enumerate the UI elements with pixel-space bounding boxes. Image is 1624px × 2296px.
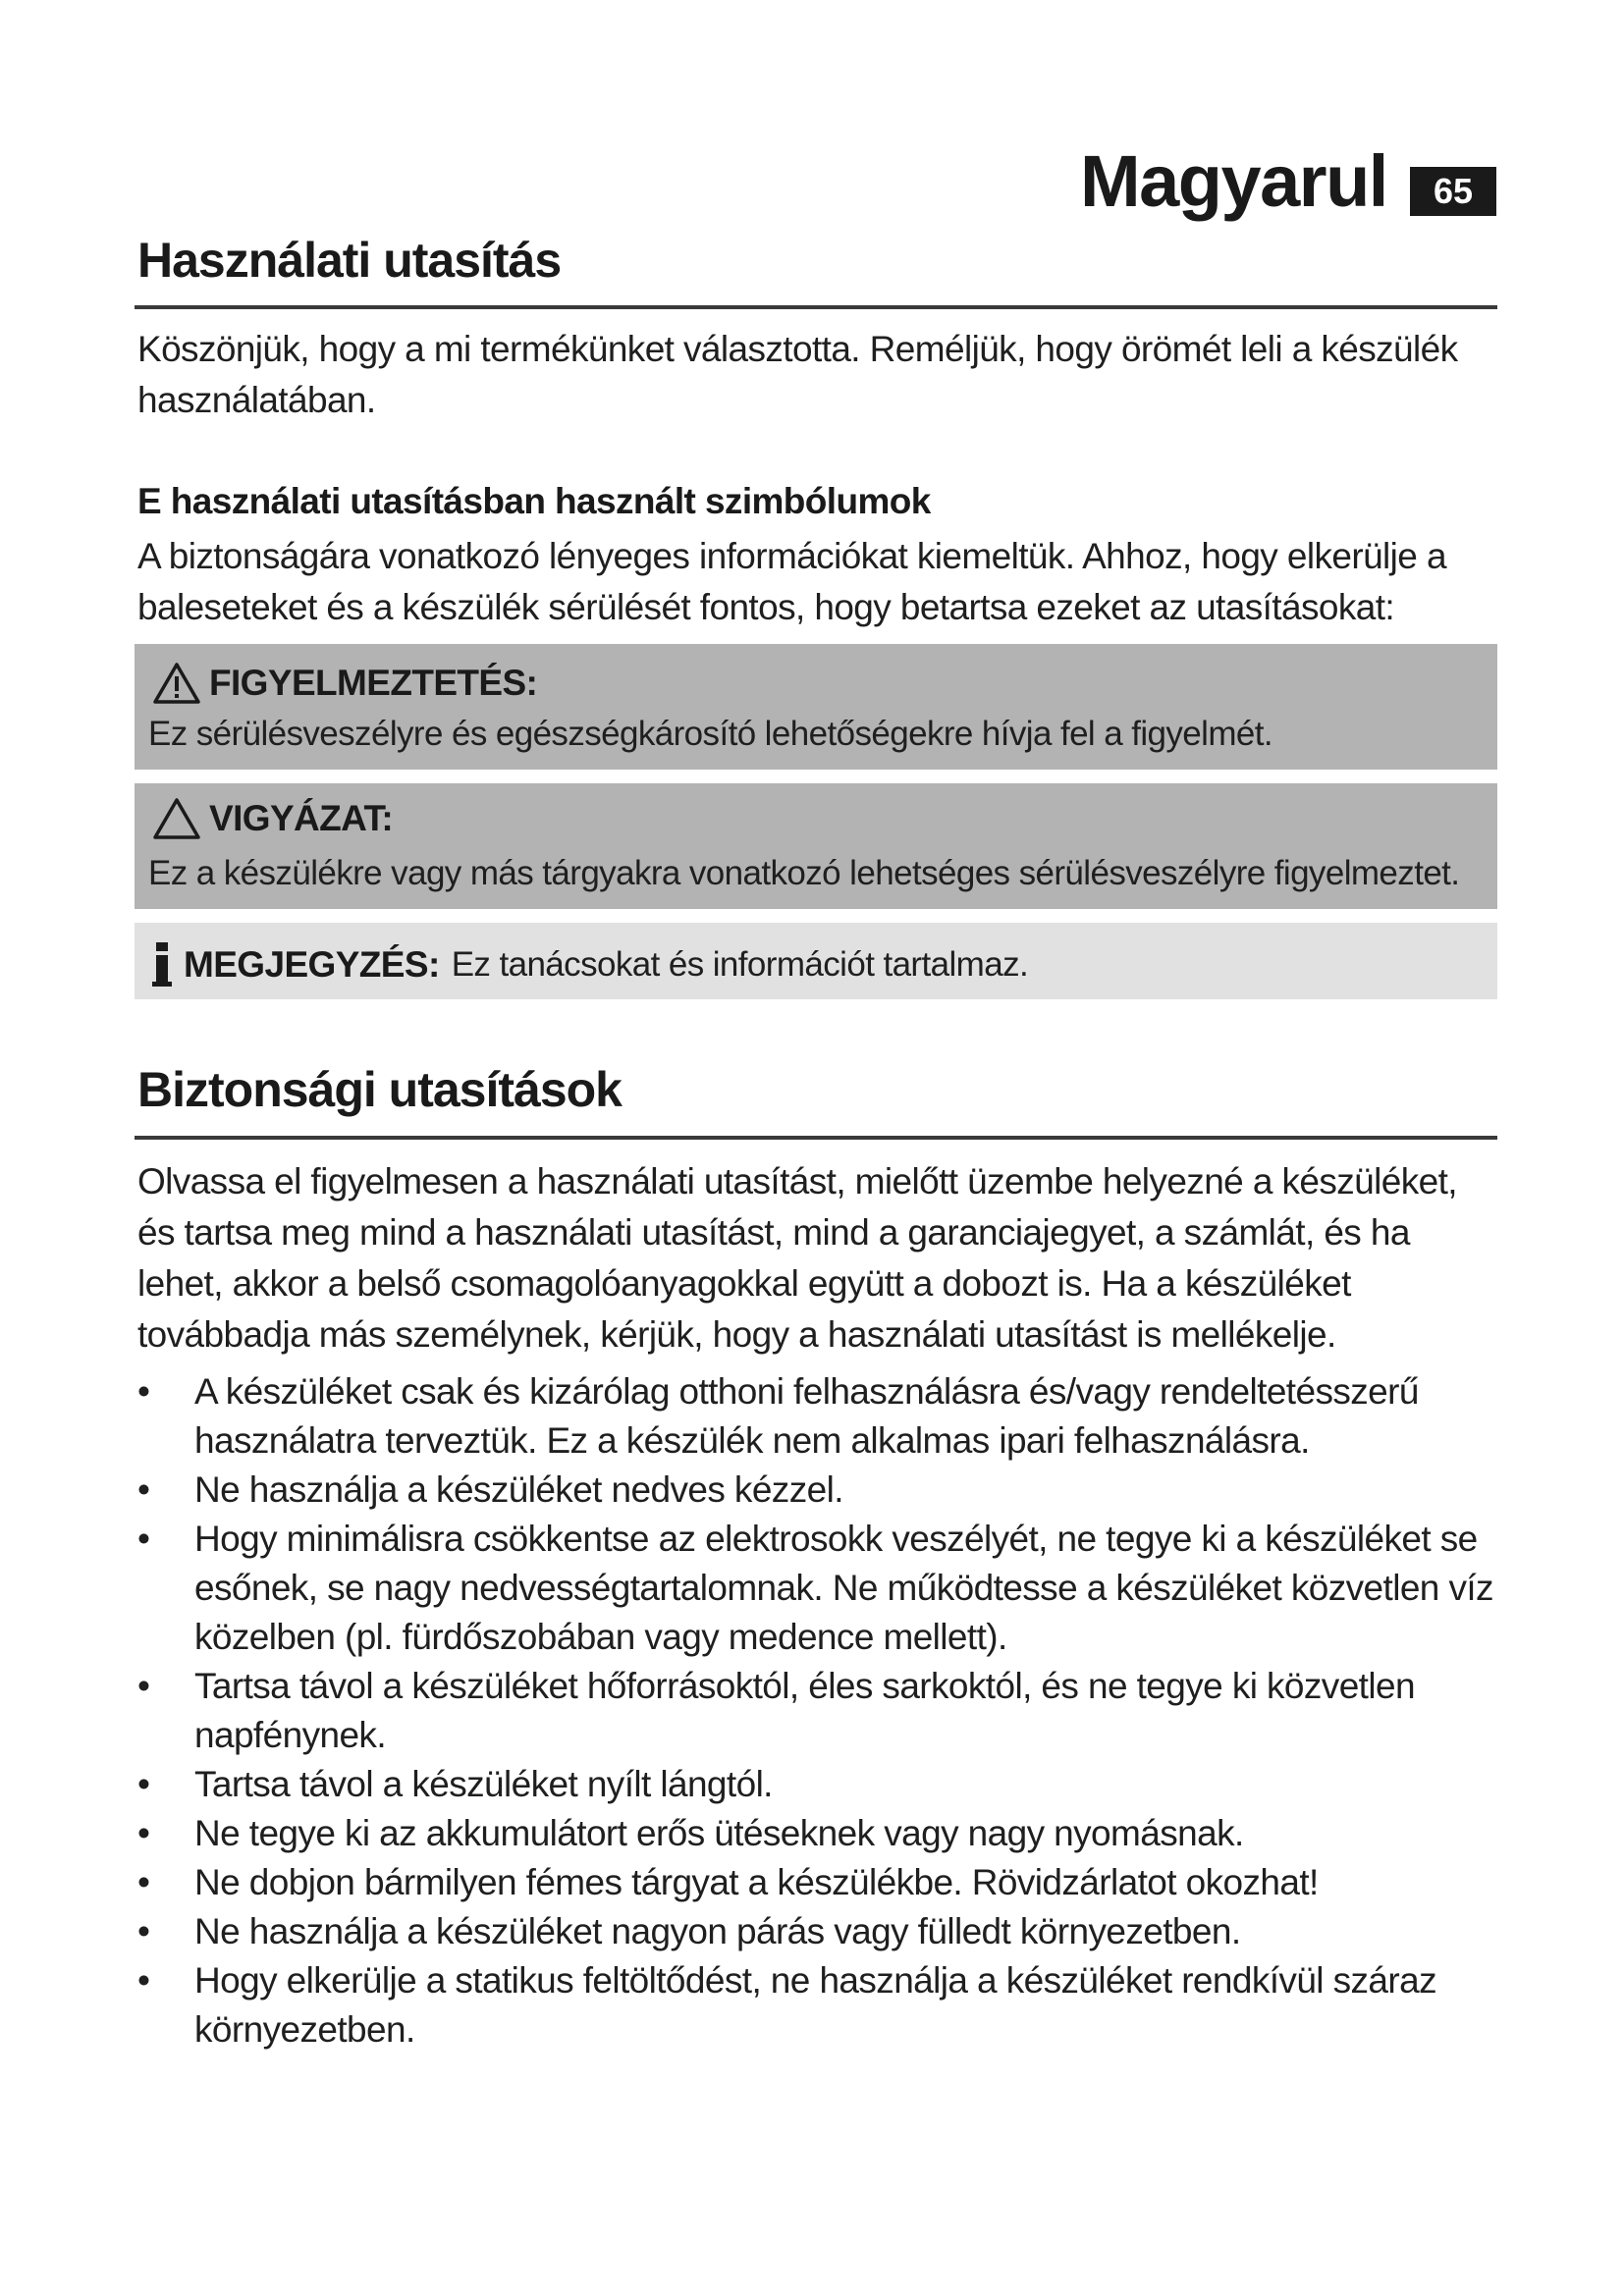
list-item: [137, 1515, 1497, 1662]
caution-header: [152, 797, 393, 840]
list-item-text: Tartsa távol a készüléket hőforrásoktól, éles sarkoktól, és ne tegye ki közvetlen napfénynek.: [194, 1666, 1415, 1755]
list-item: [137, 1858, 1497, 1907]
bullet-icon: •: [137, 1911, 150, 1951]
list-item: [137, 1367, 1497, 1466]
list-item-text: Hogy elkerülje a statikus feltöltődést, ne használja a készüléket rendkívül száraz környezetben.: [194, 1960, 1436, 2050]
bullet-icon: •: [137, 1371, 150, 1412]
caution-triangle-icon: [152, 797, 201, 840]
caution-text: Ez a készülékre vagy más tárgyakra vonatkozó lehetséges sérülésveszélyre figyelmeztet.: [148, 854, 1460, 892]
list-item-text: A készüléket csak és kizárólag otthoni felhasználásra és/vagy rendeltetésszerű használatra terveztük. Ez a készülék nem alkalmas ipari felhasználásra.: [194, 1371, 1419, 1461]
bullet-icon: •: [137, 1960, 150, 2001]
list-item-text: Tartsa távol a készüléket nyílt lángtól.: [194, 1764, 773, 1804]
section-title-usage: Használati utasítás: [137, 233, 562, 288]
note-label: MEGJEGYZÉS:: [184, 944, 440, 985]
warning-header: [152, 662, 537, 705]
bullet-icon: •: [137, 1666, 150, 1706]
note-box: [135, 923, 1497, 999]
warning-box: [135, 644, 1497, 770]
note-line: [148, 942, 1028, 988]
list-item-text: Ne tegye ki az akkumulátort erős ütéseknek vagy nagy nyomásnak.: [194, 1813, 1244, 1853]
list-item: [137, 1956, 1497, 2055]
list-item: [137, 1760, 1497, 1809]
note-text: Ez tanácsokat és információt tartalmaz.: [451, 945, 1029, 984]
bullet-icon: •: [137, 1813, 150, 1853]
intro-paragraph: Köszönjük, hogy a mi termékünket választotta. Reméljük, hogy örömét leli a készülék használatában.: [137, 329, 1458, 420]
warning-text: Ez sérülésveszélyre és egészségkárosító lehetőségekre hívja fel a figyelmét.: [148, 715, 1272, 753]
list-item: [137, 1466, 1497, 1515]
bullet-icon: •: [137, 1469, 150, 1510]
section-divider: [135, 305, 1497, 309]
list-item-text: Hogy minimálisra csökkentse az elektrosokk veszélyét, ne tegye ki a készüléket se esőnek, se nagy nedvességtartalomnak. Ne működtesse a készüléket közvetlen víz közelben (pl. fürdőszobában vagy medence mellett).: [194, 1519, 1493, 1657]
list-item: [137, 1809, 1497, 1858]
list-item-text: Ne használja a készüléket nagyon párás vagy fülledt környezetben.: [194, 1911, 1241, 1951]
list-item: [137, 1662, 1497, 1760]
info-icon: [148, 942, 176, 988]
safety-intro-paragraph: Olvassa el figyelmesen a használati utasítást, mielőtt üzembe helyezné a készüléket, és tartsa meg mind a használati utasítást, mind a garanciajegyet, a számlát, és ha lehet, akkor a belső csomagolóanyagokkal együtt a dobozt is. Ha a készüléket továbbadja más személynek, kérjük, hogy a használati utasítást is mellékelje.: [137, 1161, 1457, 1355]
section-divider: [135, 1136, 1497, 1140]
section-title-safety: Biztonsági utasítások: [137, 1062, 622, 1117]
page-number: 65: [1410, 167, 1496, 216]
bullet-icon: •: [137, 1519, 150, 1559]
warning-triangle-icon: [152, 662, 201, 705]
list-item-text: Ne dobjon bármilyen fémes tárgyat a készülékbe. Rövidzárlatot okozhat!: [194, 1862, 1319, 1902]
bullet-icon: •: [137, 1862, 150, 1902]
list-item-text: Ne használja a készüléket nedves kézzel.: [194, 1469, 843, 1510]
symbols-heading: E használati utasításban használt szimbólumok: [137, 481, 931, 521]
list-item: [137, 1907, 1497, 1956]
caution-box: [135, 783, 1497, 909]
warning-label: FIGYELMEZTETÉS:: [209, 663, 538, 703]
language-title: Magyarul: [1080, 140, 1387, 222]
bullet-icon: •: [137, 1764, 150, 1804]
symbols-paragraph: A biztonságára vonatkozó lényeges információkat kiemeltük. Ahhoz, hogy elkerülje a baleseteket és a készülék sérülését fontos, hogy betartsa ezeket az utasításokat:: [137, 536, 1446, 627]
safety-list: [137, 1367, 1497, 2055]
caution-label: VIGYÁZAT:: [209, 798, 394, 838]
